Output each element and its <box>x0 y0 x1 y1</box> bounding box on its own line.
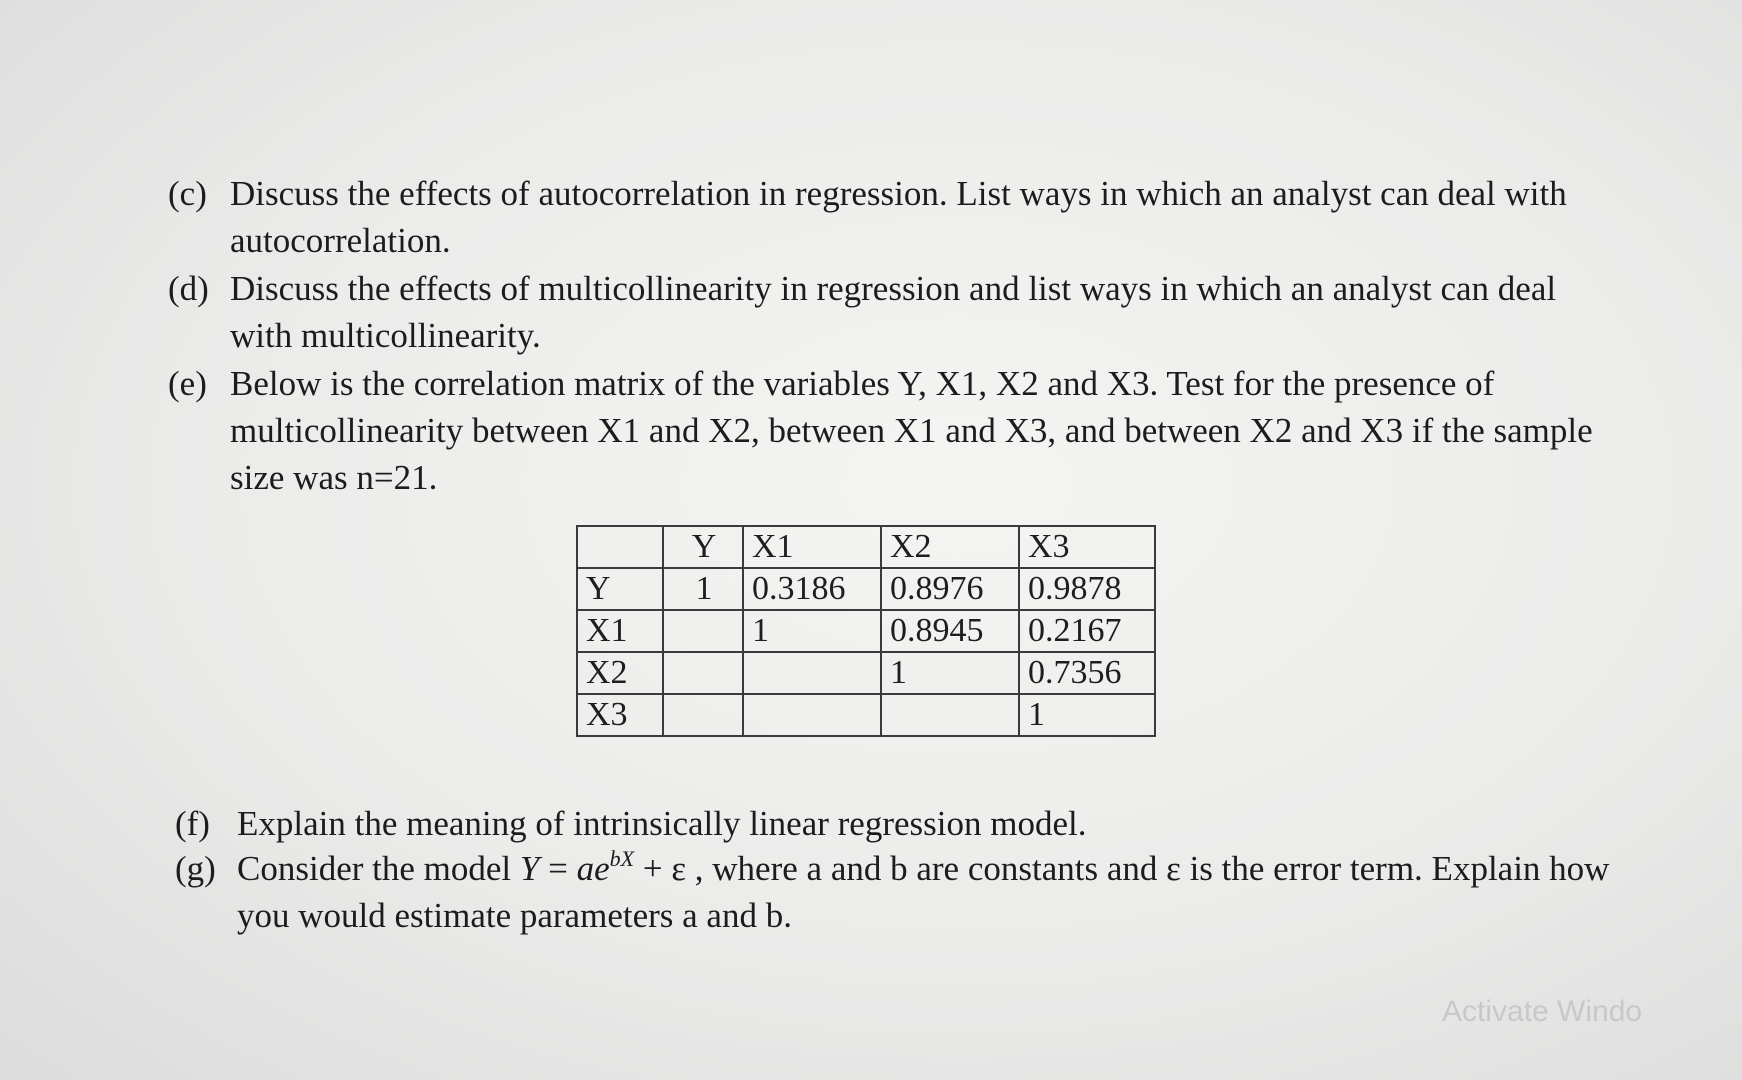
question-e-label: (e) <box>168 364 207 403</box>
matrix-col-header: X3 <box>1019 526 1155 568</box>
matrix-corner-cell <box>577 526 663 568</box>
model-exponent: bX <box>609 846 635 871</box>
matrix-cell <box>663 652 743 694</box>
matrix-row-label: Y <box>577 568 663 610</box>
question-g-rest: where a and b are constants and ε is the error term. Explain how you would estimate parameters a and b. <box>237 849 1610 935</box>
question-d-text: Discuss the effects of multicollinearity in regression and list ways in which an analyst can deal with multicollinearity. <box>230 269 1557 355</box>
matrix-cell <box>663 610 743 652</box>
matrix-row <box>577 694 1155 736</box>
matrix-cell <box>743 694 881 736</box>
matrix-cell: 0.2167 <box>1019 610 1155 652</box>
matrix-cell: 0.3186 <box>743 568 881 610</box>
question-c <box>168 170 1608 264</box>
matrix-cell: 1 <box>1019 694 1155 736</box>
question-d <box>168 265 1608 359</box>
matrix-row <box>577 610 1155 652</box>
model-lhs: Y <box>519 849 540 888</box>
question-f-label: (f) <box>175 804 210 843</box>
question-f <box>175 800 1615 847</box>
question-g-text <box>237 845 1615 939</box>
matrix-cell: 1 <box>663 568 743 610</box>
model-ae: ae <box>576 849 610 888</box>
question-c-text: Discuss the effects of autocorrelation in regression. List ways in which an analyst can deal with autocorrelation. <box>230 174 1567 260</box>
matrix-col-header: X1 <box>743 526 881 568</box>
matrix-cell: 1 <box>743 610 881 652</box>
question-c-label: (c) <box>168 174 207 213</box>
correlation-matrix <box>576 525 1156 737</box>
question-g-label: (g) <box>175 849 216 888</box>
model-error-term: + ε , <box>634 849 704 888</box>
matrix-row-label: X3 <box>577 694 663 736</box>
model-equals: = <box>539 849 577 888</box>
matrix-cell <box>743 652 881 694</box>
matrix-col-header: Y <box>663 526 743 568</box>
question-f-text: Explain the meaning of intrinsically linear regression model. <box>237 804 1087 843</box>
matrix-cell: 0.9878 <box>1019 568 1155 610</box>
question-d-label: (d) <box>168 269 209 308</box>
matrix-cell: 1 <box>881 652 1019 694</box>
matrix-row <box>577 652 1155 694</box>
question-e <box>168 360 1608 501</box>
matrix-cell: 0.8976 <box>881 568 1019 610</box>
question-e-text: Below is the correlation matrix of the variables Y, X1, X2 and X3. Test for the presence of multicollinearity between X1 and X2, between X1 and X3, and between X2 and X3 if the sample size was n=21. <box>230 364 1593 497</box>
matrix-cell: 0.7356 <box>1019 652 1155 694</box>
matrix-row-label: X2 <box>577 652 663 694</box>
matrix-cell <box>881 694 1019 736</box>
matrix-row <box>577 568 1155 610</box>
matrix-cell: 0.8945 <box>881 610 1019 652</box>
activate-windows-watermark: Activate Windo <box>1442 995 1643 1028</box>
matrix-cell <box>663 694 743 736</box>
matrix-header-row <box>577 526 1155 568</box>
question-g <box>175 845 1615 939</box>
matrix-col-header: X2 <box>881 526 1019 568</box>
question-g-intro: Consider the model <box>237 849 520 888</box>
matrix-row-label: X1 <box>577 610 663 652</box>
